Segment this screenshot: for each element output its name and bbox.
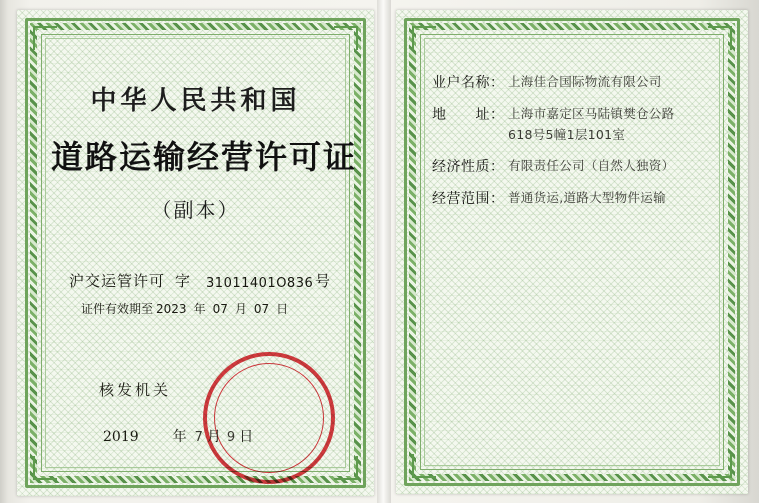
license-number-label: 沪交运管许可 <box>69 272 166 290</box>
license-number-row <box>69 270 330 291</box>
license-number-value: 31011401O836 <box>206 276 314 291</box>
issue-day-handwritten: 9 <box>226 430 236 445</box>
validity-day: 07 <box>253 302 270 316</box>
field-value-address-line2: 618号5幢1层101室 <box>508 127 626 142</box>
official-seal <box>203 352 335 484</box>
field-value-address <box>508 104 718 143</box>
issue-year: 2019 <box>103 429 139 445</box>
certificate-left-page <box>17 10 374 496</box>
license-number-hao: 号 <box>314 272 330 290</box>
field-business-name <box>432 72 718 92</box>
field-label-address: 地 址 <box>432 107 490 123</box>
issue-month-unit: 月 <box>206 429 221 445</box>
field-label-business-name: 业户名称 <box>432 75 490 91</box>
left-page-content <box>51 44 358 462</box>
issue-year-unit: 年 <box>172 429 187 445</box>
field-colon-address: ： <box>490 107 504 123</box>
issue-day-unit: 日 <box>239 429 254 445</box>
corner-ornament-top-left-right-page <box>412 26 436 50</box>
validity-year-unit: 年 <box>193 302 206 316</box>
field-value-address-line1: 上海市嘉定区马陆镇樊仓公路 <box>508 106 675 121</box>
field-business-scope <box>432 188 718 208</box>
field-label-business-scope: 经营范围 <box>432 191 490 207</box>
issuing-authority-label: 核发机关 <box>99 381 172 399</box>
field-value-business-scope: 普通货运,道路大型物件运输 <box>508 190 666 205</box>
copy-type-label: （副本） <box>151 198 240 222</box>
issue-month-handwritten: 7 <box>194 430 203 445</box>
license-number-zi: 字 <box>175 272 191 290</box>
issue-date-row <box>103 426 300 446</box>
validity-month-unit: 月 <box>234 302 247 316</box>
nation-title: 中华人民共和国 <box>90 86 301 116</box>
validity-day-unit: 日 <box>276 302 289 316</box>
validity-row <box>81 300 322 317</box>
field-colon-business-scope: ： <box>490 191 504 207</box>
validity-month: 07 <box>212 302 228 316</box>
field-colon-economic-nature: ： <box>490 159 504 175</box>
field-address <box>432 104 718 143</box>
field-value-economic-nature: 有限责任公司（自然人独资） <box>508 158 675 173</box>
certificate-right-page <box>396 10 748 494</box>
field-economic-nature <box>432 156 718 176</box>
right-page-content <box>432 50 718 460</box>
validity-label: 证件有效期至 <box>81 302 154 316</box>
corner-ornament-top-right-right-page <box>708 26 732 50</box>
document-main-title: 道路运输经营许可证 <box>51 138 358 176</box>
field-colon-business-name: ： <box>490 75 504 91</box>
validity-year: 2023 <box>156 302 187 316</box>
book-gutter-fold <box>377 0 391 503</box>
field-value-business-name: 上海佳合国际物流有限公司 <box>508 74 662 89</box>
field-label-economic-nature: 经济性质 <box>432 159 490 175</box>
